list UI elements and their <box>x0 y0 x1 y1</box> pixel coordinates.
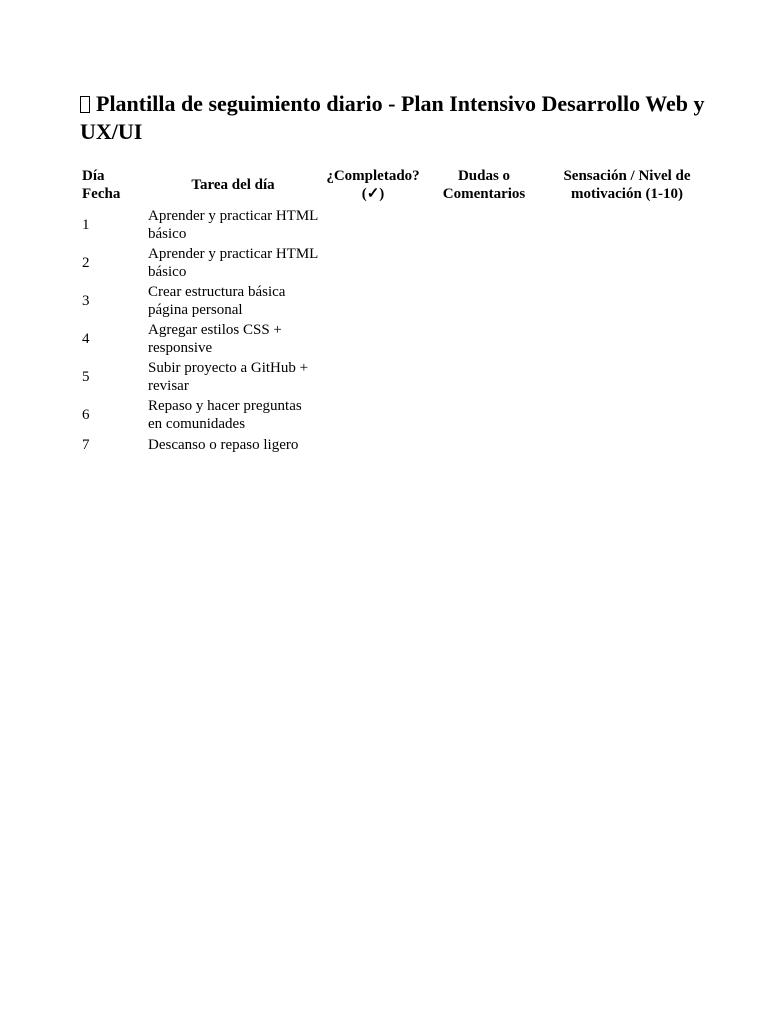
mood-cell[interactable] <box>542 320 712 358</box>
table-row <box>80 206 712 244</box>
day-cell: 4 <box>82 331 90 347</box>
mood-cell[interactable] <box>542 282 712 320</box>
mood-cell[interactable] <box>542 396 712 434</box>
task-cell: Agregar estilos CSS + responsive <box>148 322 282 356</box>
notes-cell[interactable] <box>426 434 542 456</box>
day-cell: 1 <box>82 217 90 233</box>
document-page <box>80 90 716 456</box>
completed-cell[interactable] <box>320 434 426 456</box>
header-mood: Sensación / Nivel de motivación (1-10) <box>563 168 691 202</box>
notes-cell[interactable] <box>426 282 542 320</box>
task-cell: Crear estructura básica página personal <box>148 284 286 318</box>
task-cell: Aprender y practicar HTML básico <box>148 208 318 242</box>
day-cell: 2 <box>82 255 90 271</box>
mood-cell[interactable] <box>542 244 712 282</box>
missing-glyph-icon <box>80 96 90 113</box>
table-row <box>80 244 712 282</box>
day-cell: 6 <box>82 407 90 423</box>
document-title-text: Plantilla de seguimiento diario - Plan Intensivo Desarrollo Web y UX/UI <box>80 91 705 144</box>
mood-cell[interactable] <box>542 358 712 396</box>
completed-cell[interactable] <box>320 282 426 320</box>
task-cell: Descanso o repaso ligero <box>148 437 299 453</box>
notes-cell[interactable] <box>426 206 542 244</box>
completed-cell[interactable] <box>320 358 426 396</box>
table-row <box>80 282 712 320</box>
notes-cell[interactable] <box>426 244 542 282</box>
table-row <box>80 320 712 358</box>
header-day-date: Día Fecha <box>82 168 121 202</box>
table-row <box>80 434 712 456</box>
header-notes: Dudas o Comentarios <box>442 168 526 202</box>
notes-cell[interactable] <box>426 396 542 434</box>
task-cell: Subir proyecto a GitHub + revisar <box>148 360 309 394</box>
header-completed: ¿Completado? (✓) <box>326 168 420 202</box>
day-cell: 7 <box>82 437 90 453</box>
task-cell: Aprender y practicar HTML básico <box>148 246 318 280</box>
tracking-table <box>80 164 712 456</box>
completed-cell[interactable] <box>320 396 426 434</box>
notes-cell[interactable] <box>426 320 542 358</box>
table-header-row <box>80 164 712 206</box>
notes-cell[interactable] <box>426 358 542 396</box>
header-task: Tarea del día <box>191 177 275 193</box>
table-row <box>80 396 712 434</box>
completed-cell[interactable] <box>320 244 426 282</box>
task-cell: Repaso y hacer preguntas en comunidades <box>148 398 302 432</box>
table-row <box>80 358 712 396</box>
day-cell: 5 <box>82 369 90 385</box>
completed-cell[interactable] <box>320 320 426 358</box>
document-title <box>80 90 716 146</box>
completed-cell[interactable] <box>320 206 426 244</box>
mood-cell[interactable] <box>542 206 712 244</box>
mood-cell[interactable] <box>542 434 712 456</box>
day-cell: 3 <box>82 293 90 309</box>
